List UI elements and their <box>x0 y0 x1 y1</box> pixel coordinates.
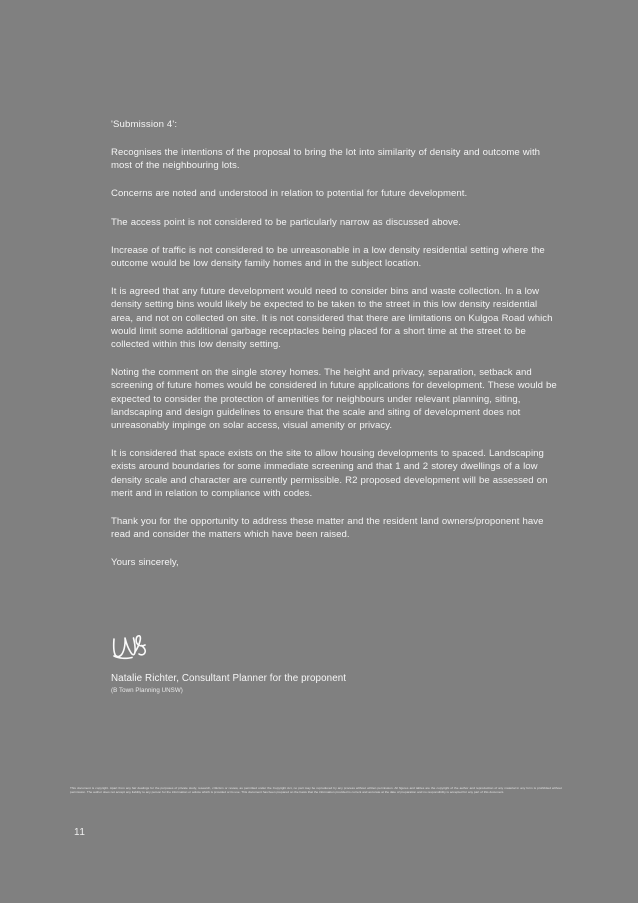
paragraph-3: The access point is not considered to be particularly narrow as discussed above. <box>111 216 461 228</box>
paragraph-4: Increase of traffic is not considered to be unreasonable in a low density residential setting where the outcome would be low density family homes and in the subject location. <box>111 244 545 270</box>
signature-block <box>111 632 571 695</box>
handwritten-signature-icon <box>111 632 155 662</box>
page-number: 11 <box>74 827 86 838</box>
letter-body <box>111 118 561 570</box>
footer-disclaimer-block <box>70 786 562 795</box>
paragraph-7: It is considered that space exists on the site to allow housing developments to spaced. Landscaping exists around boundaries for some immediate screening and that 1 and 2 storey dwellings of a low density scale and character are currently permissible. R2 proposed development will be assessed on merit and in relation to compliance with codes. <box>111 448 548 499</box>
paragraph-5: It is agreed that any future development would need to consider bins and waste collection. In a low density setting bins would likely be expected to be taken to the street in this low density residential area, and not on collected on site. It is not considered that there are limitations on Kulgoa Road which would limit some additional garbage receptacles being placed for a short time at the street to be collected within this low density setting. <box>111 286 553 351</box>
paragraph-6: Noting the comment on the single storey homes. The height and privacy, separation, setback and screening of future homes would be considered in future applications for development. These would be expected to consider the protection of amenities for neighbours under relevant planning, siting, landscaping and design guidelines to ensure that the scale and siting of development does not unreasonably impinge on solar access, visual amenity or privacy. <box>111 367 557 432</box>
submission-heading: 'Submission 4': <box>111 119 178 130</box>
signatory-qualification: (B Town Planning UNSW) <box>111 687 183 694</box>
signatory-name: Natalie Richter, Consultant Planner for the proponent <box>111 673 347 684</box>
paragraph-1: Recognises the intentions of the proposal to bring the lot into similarity of density and outcome with most of the neighbouring lots. <box>111 147 541 172</box>
closing-salutation: Yours sincerely, <box>111 557 179 569</box>
copyright-disclaimer: This document is copyright. Apart from any fair dealings for the purposes of private study, research, criticism or review, as permitted under the Copyright Act, no part may be reproduced by any process without written permission. All figures and tables are the copyright of the author and reproduction of any material in any form is prohibited without permission. The author does not accept any liability to any person for the information or advice which is provided or its use. This document has been prepared on the basis that the information provided is current and accurate at the date of preparation and no responsibility is accepted for any part of this document. <box>70 786 562 795</box>
paragraph-8: Thank you for the opportunity to address these matter and the resident land owners/proponent have read and consider the matters which have been raised. <box>111 516 544 541</box>
paragraph-2: Concerns are noted and understood in relation to potential for future development. <box>111 188 468 200</box>
